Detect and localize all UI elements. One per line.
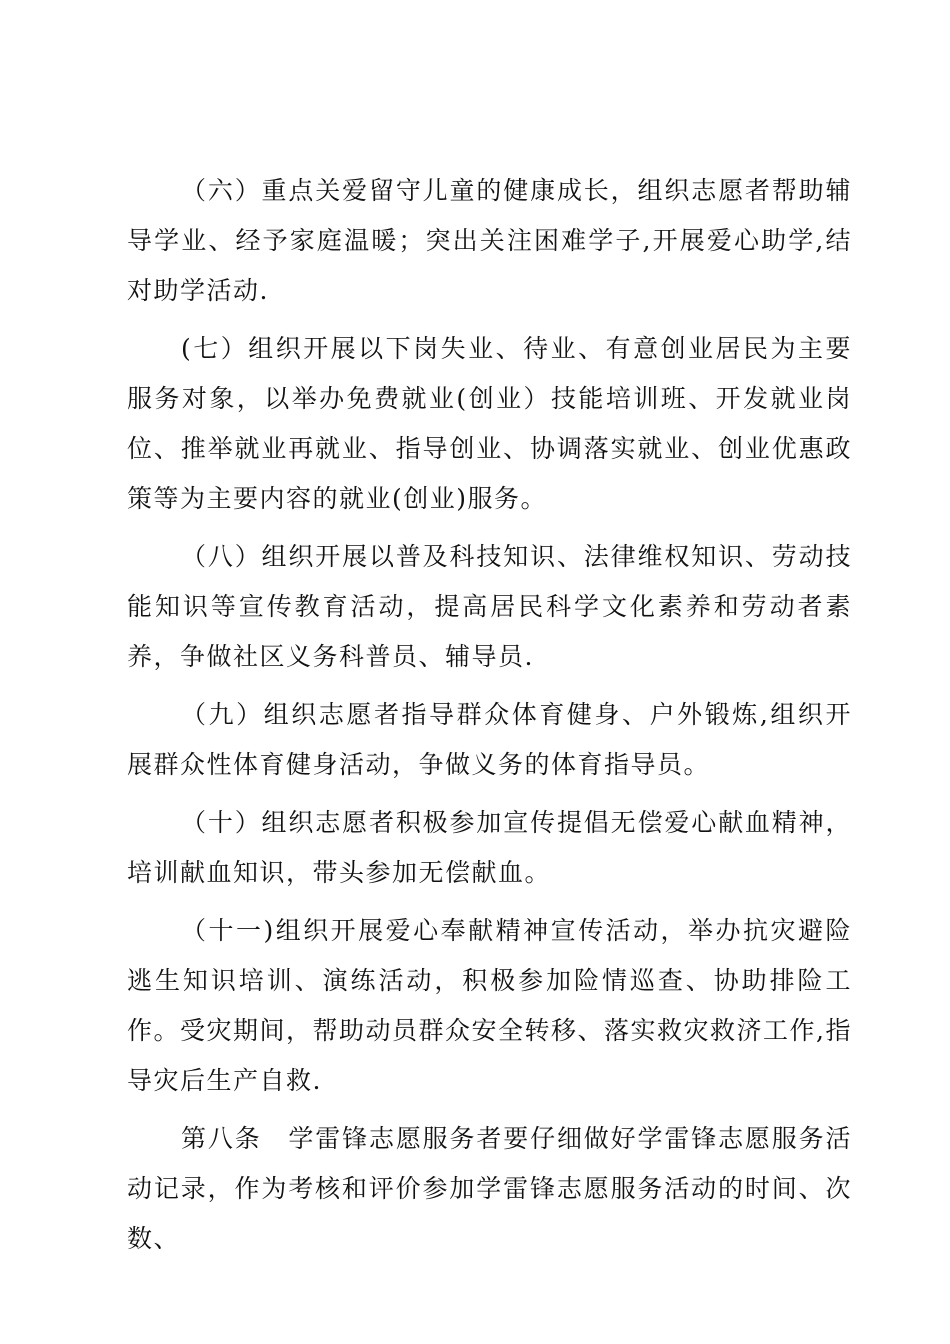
paragraph-item-10: （十）组织志愿者积极参加宣传提倡无偿爱心献血精神，培训献血知识，带头参加无偿献血。 [127,808,852,887]
paragraph-item-9: （九）组织志愿者指导群众体育健身、户外锻炼,组织开展群众性体育健身活动，争做义务的体育指导员。 [127,700,852,779]
paragraph-item-11: （十一)组织开展爱心奉献精神宣传活动，举办抗灾避险逃生知识培训、演练活动，积极参加险情巡查、协助排险工作。受灾期间，帮助动员群众安全转移、落实救灾救济工作,指导灾后生产自救. [127,916,852,1095]
paragraph-article-8: 第八条 学雷锋志愿服务者要仔细做好学雷锋志愿服务活动记录，作为考核和评价参加学雷锋志愿服务活动的时间、次数、 [127,1124,852,1253]
paragraph-item-6: （六）重点关爱留守儿童的健康成长，组织志愿者帮助辅导学业、经予家庭温暖；突出关注困难学子,开展爱心助学,结对助学活动. [127,176,852,305]
paragraph-item-8: （八）组织开展以普及科技知识、法律维权知识、劳动技能知识等宣传教育活动，提高居民科学文化素养和劳动者素养，争做社区义务科普员、辅导员. [127,542,852,671]
document-body [127,166,852,1272]
paragraph-item-7: (七）组织开展以下岗失业、待业、有意创业居民为主要服务对象，以举办免费就业(创业）技能培训班、开发就业岗位、推举就业再就业、指导创业、协调落实就业、创业优惠政策等为主要内容的就业(创业)服务。 [127,334,852,513]
